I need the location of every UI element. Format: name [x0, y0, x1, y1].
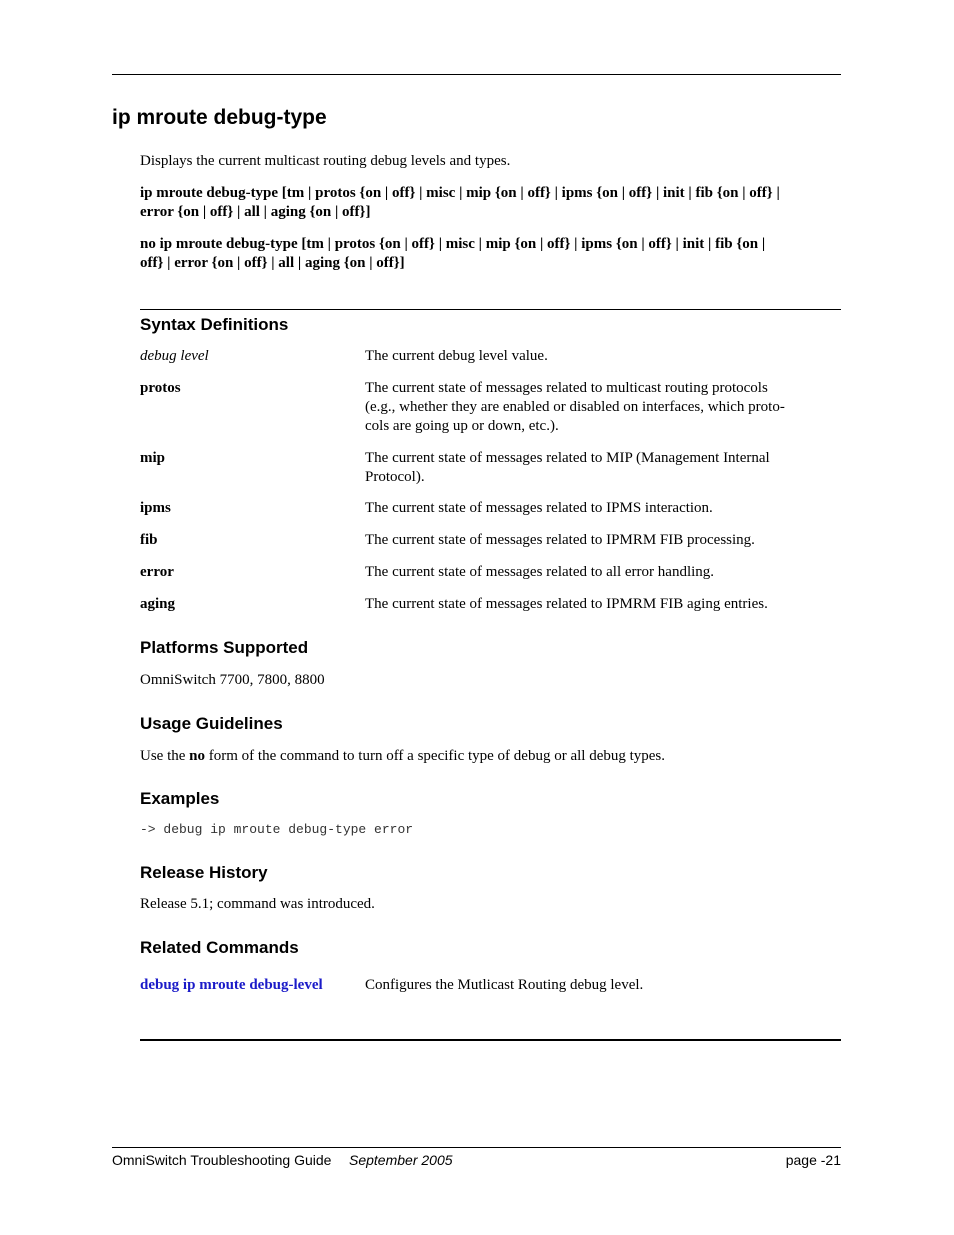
example-code: -> debug ip mroute debug-type error — [140, 822, 414, 837]
term-mip: mip — [140, 450, 166, 466]
syntax-line-2: error {on | off} | all | aging {on | off}] — [140, 204, 371, 220]
footer-date: September 2005 — [349, 1152, 453, 1168]
desc-line: The current state of messages related to IPMRM FIB processing. — [365, 532, 755, 548]
usage-bold: no — [189, 748, 205, 764]
term-fib: fib — [140, 532, 158, 548]
desc-ipms — [365, 499, 835, 518]
related-command-desc: Configures the Mutlicast Routing debug level. — [365, 977, 644, 993]
footer-page: page -21 — [785, 1152, 841, 1168]
desc-line: (e.g., whether they are enabled or disabled on interfaces, which proto- — [365, 399, 785, 415]
term-error: error — [140, 564, 174, 580]
platforms-heading: Platforms Supported — [140, 638, 309, 657]
desc-line: The current state of messages related to multicast routing protocols — [365, 380, 768, 396]
term-debug-level: debug level — [140, 348, 209, 364]
desc-line: The current state of messages related to all error handling. — [365, 564, 715, 580]
footer-rule — [112, 1147, 841, 1148]
platforms-text: OmniSwitch 7700, 7800, 8800 — [140, 672, 325, 688]
desc-line: The current state of messages related to IPMS interaction. — [365, 500, 713, 516]
desc-line: The current state of messages related to MIP (Management Internal — [365, 450, 770, 466]
footer-guide: OmniSwitch Troubleshooting Guide — [112, 1152, 332, 1168]
release-heading: Release History — [140, 863, 268, 882]
term-ipms: ipms — [140, 500, 171, 516]
desc-line: The current state of messages related to IPMRM FIB aging entries. — [365, 596, 768, 612]
section-rule — [140, 309, 841, 310]
intro-text: Displays the current multicast routing debug levels and types. — [140, 153, 511, 169]
desc-protos — [365, 379, 835, 436]
related-command-link[interactable]: debug ip mroute debug-level — [140, 977, 323, 993]
term-protos: protos — [140, 380, 181, 396]
syntax-line-1: ip mroute debug-type [tm | protos {on | off} | misc | mip {on | off} | ipms {on | off} | init | fib {on | off} | — [140, 185, 780, 201]
related-heading: Related Commands — [140, 938, 299, 957]
desc-line: The current debug level value. — [365, 348, 548, 364]
no-syntax-line-1: no ip mroute debug-type [tm | protos {on | off} | misc | mip {on | off} | ipms {on | off} | init | fib {on | — [140, 236, 766, 252]
desc-line: Protocol). — [365, 469, 425, 485]
no-syntax-line-2: off} | error {on | off} | all | aging {on | off}] — [140, 255, 405, 271]
desc-aging — [365, 595, 835, 614]
desc-mip — [365, 449, 835, 487]
usage-text — [140, 747, 665, 766]
desc-fib — [365, 531, 835, 550]
page-title: ip mroute debug-type — [112, 106, 327, 129]
top-rule — [112, 74, 841, 75]
usage-post: form of the command to turn off a specific type of debug or all debug types. — [205, 748, 666, 764]
desc-debug-level — [365, 347, 835, 366]
examples-heading: Examples — [140, 789, 220, 808]
bottom-rule — [140, 1039, 841, 1041]
usage-heading: Usage Guidelines — [140, 714, 283, 733]
release-text: Release 5.1; command was introduced. — [140, 896, 375, 912]
usage-pre: Use the — [140, 748, 190, 764]
term-aging: aging — [140, 596, 176, 612]
syntax-definitions-heading: Syntax Definitions — [140, 315, 289, 334]
desc-error — [365, 563, 835, 582]
desc-line: cols are going up or down, etc.). — [365, 418, 559, 434]
